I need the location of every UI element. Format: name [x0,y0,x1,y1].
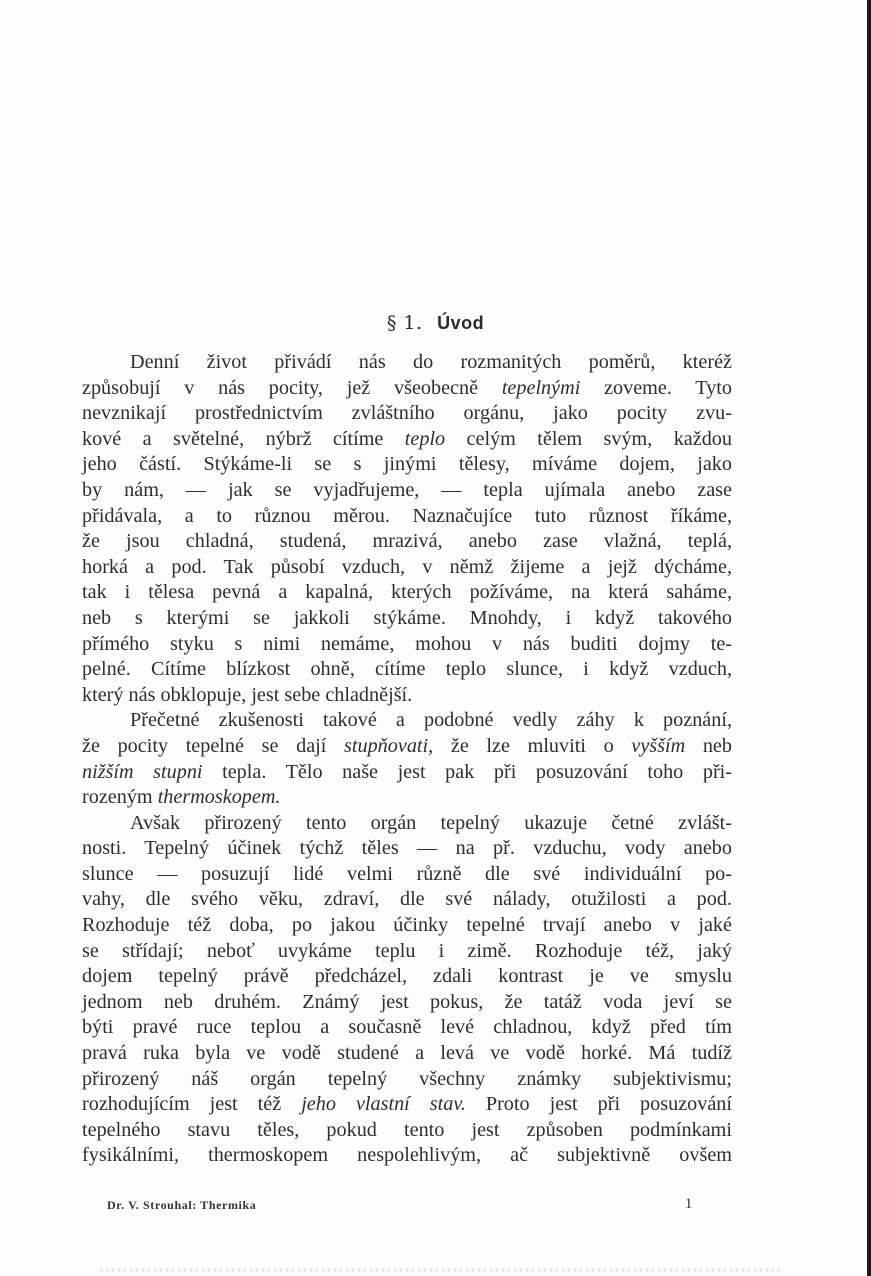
text-line: Avšak přirozený tento orgán tepelný ukazuje četné zvlášt- [130,811,732,834]
text-line: dojem tepelný právě předcházel, zdali kontrast je ve smyslu [82,965,732,988]
text-line: pelné. Cítíme blízkost ohně, cítíme teplo slunce, i když vzduch, [82,658,732,681]
text-line: jednom neb druhém. Známý jest pokus, že tatáž voda jeví se [82,990,732,1013]
section-number: § 1. [386,312,423,334]
text-line: rozeným thermoskopem. [82,786,281,809]
text-line: nižším stupni tepla. Tělo naše jest pak při posuzování toho při- [82,760,732,783]
text-line: přímého styku s nimi nemáme, mohou v nás buditi dojmy te- [82,632,732,655]
text-line: přirozený náš orgán tepelný všechny známky subjektivismu; [82,1067,732,1090]
text-line: fysikálními, thermoskopem nespolehlivým, ač subjektivně ovšem [82,1144,732,1167]
text-line: tepelného stavu těles, pokud tento jest způsoben podmínkami [82,1118,732,1141]
text-line: který nás obklopuje, jest sebe chladnější. [82,683,413,706]
text-line: slunce — posuzují lidé velmi různě dle své individuální po- [82,862,732,885]
text-line: býti pravé ruce teplou a současně levé chladnou, když před tím [82,1016,732,1039]
section-heading [0,312,871,334]
text-line: způsobují v nás pocity, jež všeobecně tepelnými zoveme. Tyto [82,376,732,399]
text-line: nosti. Tepelný účinek týchž těles — na př. vzduchu, vody anebo [82,837,732,860]
text-line: tak i tělesa pevná a kapalná, kterých požíváme, na která saháme, [82,581,732,604]
text-line: neb s kterými se jakkoli stýkáme. Mnohdy, i když takového [82,606,732,629]
text-line: kové a světelné, nýbrž cítíme teplo celým tělem svým, každou [82,427,732,450]
page-number: 1 [684,1196,693,1212]
page-footer [107,1198,693,1218]
text-line: přidávala, a to různou měrou. Naznačujíce tuto různost říkáme, [82,504,732,527]
scan-edge-noise [100,1268,780,1272]
text-line: nevznikají prostřednictvím zvláštního orgánu, jako pocity zvu- [82,402,732,425]
text-line: by nám, — jak se vyjadřujeme, — tepla ujímala anebo zase [82,478,732,501]
text-line: se střídají; neboť uvykáme teplu i zimě. Rozhoduje též, jaký [82,939,732,962]
scan-edge [867,0,871,1276]
text-line: vahy, dle svého věku, zdraví, dle své nálady, otužilosti a pod. [82,888,732,911]
text-line: Rozhoduje též doba, po jakou účinky tepelné trvají anebo v jaké [82,914,732,937]
running-title: Dr. V. Strouhal: Thermika [107,1198,257,1212]
text-line: Denní život přivádí nás do rozmanitých poměrů, kteréž [130,351,732,373]
text-line: jeho částí. Stýkáme-li se s jinými tělesy, míváme dojem, jako [82,453,732,476]
text-line: horká a pod. Tak působí vzduch, v němž žijeme a jejž dýcháme, [82,555,732,578]
section-title: Úvod [437,313,485,333]
text-line: pravá ruka byla ve vodě studené a levá ve vodě horké. Má tudíž [82,1042,732,1065]
text-line: že jsou chladná, studená, mrazivá, anebo zase vlažná, teplá, [82,530,732,553]
body-text [82,350,732,1169]
text-line: že pocity tepelné se dají stupňovati, že lze mluviti o vyšším neb [82,734,732,757]
text-line: rozhodujícím jest též jeho vlastní stav. Proto jest při posuzování [82,1093,732,1116]
text-line: Přečetné zkušenosti takové a podobné vedly záhy k poznání, [130,709,732,732]
